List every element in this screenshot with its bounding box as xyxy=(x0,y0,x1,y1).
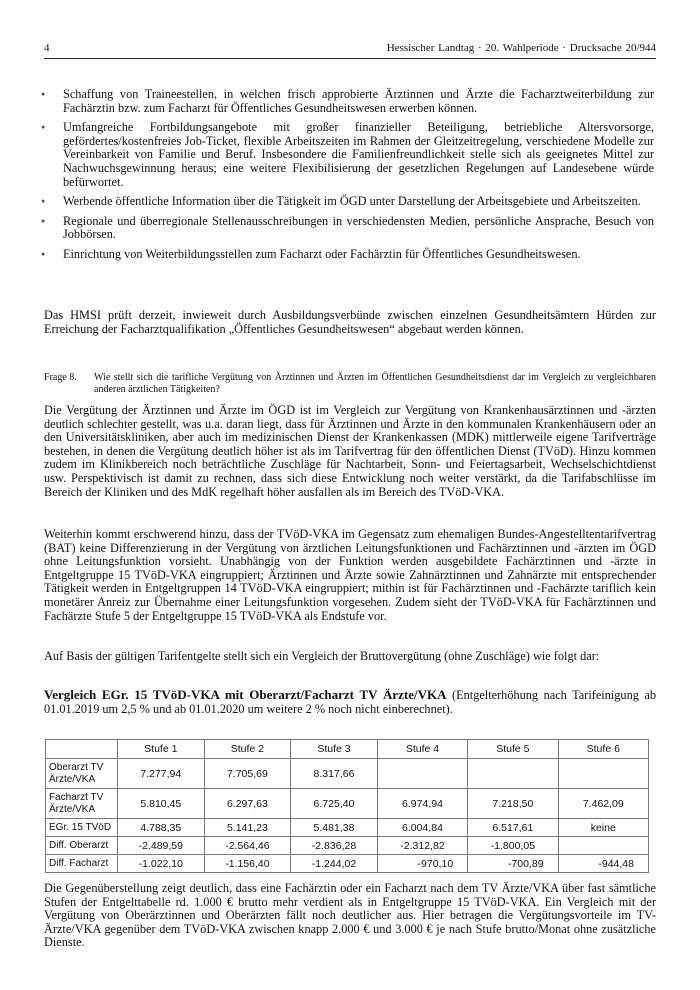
answer-paragraph-2: Weiterhin kommt erschwerend hinzu, dass der TVöD-VKA im Gegensatz zum ehemaligen Bundes-Angestelltentarifvertrag (BAT) keine Differenzierung in der Vergütung von ärztlichen Leitungsfunktionen und Fachärztinnen und -ärzten im ÖGD ohne Leitungsfunktion vorsieht. Unabhängig von der Funktion werden ausgebildete Fachärztinnen und -ärzte in Entgeltgruppe 15 TVöD-VKA eingruppiert; Ärztinnen und Ärzte sowie Zahnärztinnen und Zahnärzte mit entsprechender Tätigkeit werden in Entgeltgruppen 14 TVöD-VKA eingruppiert; mithin ist für Fachärztinnen und -Fachärzte tariflich kein monetärer Anreiz zur Übernahme einer Leitungsfunktion vorgesehen. Zudem sieht der TVöD-VKA für Fachärztinnen und Fachärzte Stufe 5 der Entgeltgruppe 15 TVöD-VKA als Endstufe vor. xyxy=(44,527,656,623)
table-cell: 5.141,23 xyxy=(204,819,291,837)
table-row xyxy=(46,789,649,819)
question-label: Frage 8. xyxy=(44,372,77,383)
comparison-note: (Entgelterhöhung nach Tarifeinigung ab 01.01.2019 um 2,5 % und ab 01.01.2020 um weitere 2 % noch nicht einberechnet). xyxy=(44,688,656,716)
table-cell: 6.517,61 xyxy=(468,819,558,837)
table-cell: -1.244,02 xyxy=(291,855,378,873)
table-cell: 7.462,09 xyxy=(558,789,648,819)
table-cell: 6.297,63 xyxy=(204,789,291,819)
table-row xyxy=(46,855,649,873)
table-header: Stufe 4 xyxy=(377,740,467,759)
comparison-title: Vergleich EGr. 15 TVöD-VKA mit Oberarzt/Facharzt TV Ärzte/VKA xyxy=(44,687,447,702)
table-cell: 8.317,66 xyxy=(291,759,378,789)
page-number: 4 xyxy=(44,42,50,54)
table-cell: keine xyxy=(558,819,648,837)
table-cell xyxy=(558,759,648,789)
table-row xyxy=(46,759,649,789)
table-cell: 5.810,45 xyxy=(118,789,205,819)
table-cell xyxy=(468,759,558,789)
answer-paragraph-4: Die Gegenüberstellung zeigt deutlich, dass eine Fachärztin oder ein Facharzt nach dem TV Ärzte/VKA über fast sämtliche Stufen der Entgelttabelle rd. 1.000 € brutto mehr verdient als in Entgeltgruppe 15 TVöD-VKA. Ein Vergleich mit der Vergütung von Oberärztinnen und Oberärzten fällt noch deutlicher aus. Hier betragen die Vergütungsvorteile im TV-Ärzte/VKA gegenüber dem TVöD-VKA zwischen knapp 2.000 € und 3.000 € je nach Stufe brutto/Monat ohne zusätzliche Dienste. xyxy=(44,881,656,950)
table-cell: -1.800,05 xyxy=(468,837,558,855)
paragraph-hmsi: Das HMSI prüft derzeit, inwieweit durch Ausbildungsverbünde zwischen einzelnen Gesundheitsämtern Hürden zur Erreichung der Facharztqualifikation „Öffentliches Gesundheitswesen“ abgebaut werden können. xyxy=(44,308,656,336)
table-cell: 7.277,94 xyxy=(118,759,205,789)
table-row xyxy=(46,819,649,837)
list-item: ● Einrichtung von Weiterbildungsstellen zum Facharzt oder Fachärztin für Öffentliches Gesundheitswesen. xyxy=(44,248,654,262)
table-cell xyxy=(558,837,648,855)
table-cell: -944,48 xyxy=(558,855,648,873)
table-cell: -2.836,28 xyxy=(291,837,378,855)
table-cell: -1.022,10 xyxy=(118,855,205,873)
table-cell: 6.725,40 xyxy=(291,789,378,819)
list-item: ● Umfangreiche Fortbildungsangebote mit großer finanzieller Beteiligung, betriebliche Altersvorsorge, gefördertes/kostenfreies Job-Ticket, flexible Arbeitszeiten im Rahmen der Gleitzeitregelung, verschiedene Modelle zur Vereinbarkeit von Familie und Beruf. Insbesondere die Familienfreundlichkeit stelle sich als geeignetes Mittel zur Nachwuchsgewinnung heraus; eine weitere Flexibilisierung der gesetzlichen Regelungen auf Landesebene würde befürwortet. xyxy=(44,121,654,189)
answer-paragraph-3: Auf Basis der gültigen Tarifentgelte stellt sich ein Vergleich der Bruttovergütung (ohne Zuschläge) wie folgt dar: xyxy=(44,649,600,663)
table-header: Stufe 3 xyxy=(291,740,378,759)
list-item: ● Werbende öffentliche Information über die Tätigkeit im ÖGD unter Darstellung der Arbeitsgebiete und Arbeitszeiten. xyxy=(44,195,654,209)
row-label: Facharzt TV Ärzte/VKA xyxy=(46,789,118,819)
list-item: ● Schaffung von Traineestellen, in welchen frisch approbierte Ärztinnen und Ärzte die Facharztweiterbildung zur Fachärztin bzw. zum Facharzt für Öffentliches Gesundheitswesen erwerben können. xyxy=(44,88,654,115)
table-cell: 7.218,50 xyxy=(468,789,558,819)
row-label: Diff. Facharzt xyxy=(46,855,118,873)
salary-comparison-table xyxy=(45,739,649,873)
list-item: ● Regionale und überregionale Stellenausschreibungen in verschiedensten Medien, persönliche Ansprache, Besuch von Jobbörsen. xyxy=(44,215,654,242)
row-label: Oberarzt TV Ärzte/VKA xyxy=(46,759,118,789)
row-label: Diff. Oberarzt xyxy=(46,837,118,855)
header-title: Hessischer Landtag · 20. Wahlperiode · Drucksache 20/944 xyxy=(386,42,656,54)
measures-list xyxy=(44,88,654,268)
table-header: Stufe 1 xyxy=(118,740,205,759)
table-cell xyxy=(377,759,467,789)
table-cell: -2.489,59 xyxy=(118,837,205,855)
page-header xyxy=(44,42,656,59)
table-header: Stufe 6 xyxy=(558,740,648,759)
table-cell: 7.705,69 xyxy=(204,759,291,789)
table-header: Stufe 2 xyxy=(204,740,291,759)
table-row xyxy=(46,837,649,855)
table-cell: 6.974,94 xyxy=(377,789,467,819)
question-text: Wie stellt sich die tarifliche Vergütung von Ärztinnen und Ärzten im Öffentlichen Gesundheitsdienst dar im Vergleich zu vergleichbaren anderen ärztlichen Tätigkeiten? xyxy=(94,372,656,395)
table-cell: 4.788,35 xyxy=(118,819,205,837)
row-label: EGr. 15 TVöD xyxy=(46,819,118,837)
table-header: Stufe 5 xyxy=(468,740,558,759)
table-cell: -2.564,46 xyxy=(204,837,291,855)
table-cell: -700,89 xyxy=(468,855,558,873)
table-cell: -2.312,82 xyxy=(377,837,467,855)
table-cell: 6.004,84 xyxy=(377,819,467,837)
table-header xyxy=(46,740,118,759)
table-cell: 5.481,38 xyxy=(291,819,378,837)
table-cell: -1.156,40 xyxy=(204,855,291,873)
answer-paragraph-1: Die Vergütung der Ärztinnen und Ärzte im ÖGD ist im Vergleich zur Vergütung von Krankenhausärztinnen und -ärzten deutlich schlechter gestellt, was u.a. daran liegt, dass für Ärztinnen und Ärzte in den kommunalen Krankenhäusern oder an den Universitätskliniken, aber auch im medizinischen Dienst der Krankenkassen (MDK) mittlerweile eigene Tarifverträge bestehen, in denen die Vergütung deutlich höher ist als im Tarifvertrag für den öffentlichen Dienst (TVöD). Hinzu kommen zudem im Klinikbereich noch beträchtliche Zuschläge für Nachtarbeit, Sonn- und Feiertagsarbeit, Wechselschichtdienst usw. Perspektivisch ist damit zu rechnen, dass sich diese Entwicklung noch weiter verstärkt, da die Tarifabschlüsse im Bereich der Kliniken und des MdK regelhaft höher ausfallen als im Bereich des TVöD-VKA. xyxy=(44,403,656,499)
table-header-row xyxy=(46,740,649,759)
question-8 xyxy=(44,372,656,395)
comparison-heading xyxy=(44,688,656,716)
table-cell: -970,10 xyxy=(377,855,467,873)
